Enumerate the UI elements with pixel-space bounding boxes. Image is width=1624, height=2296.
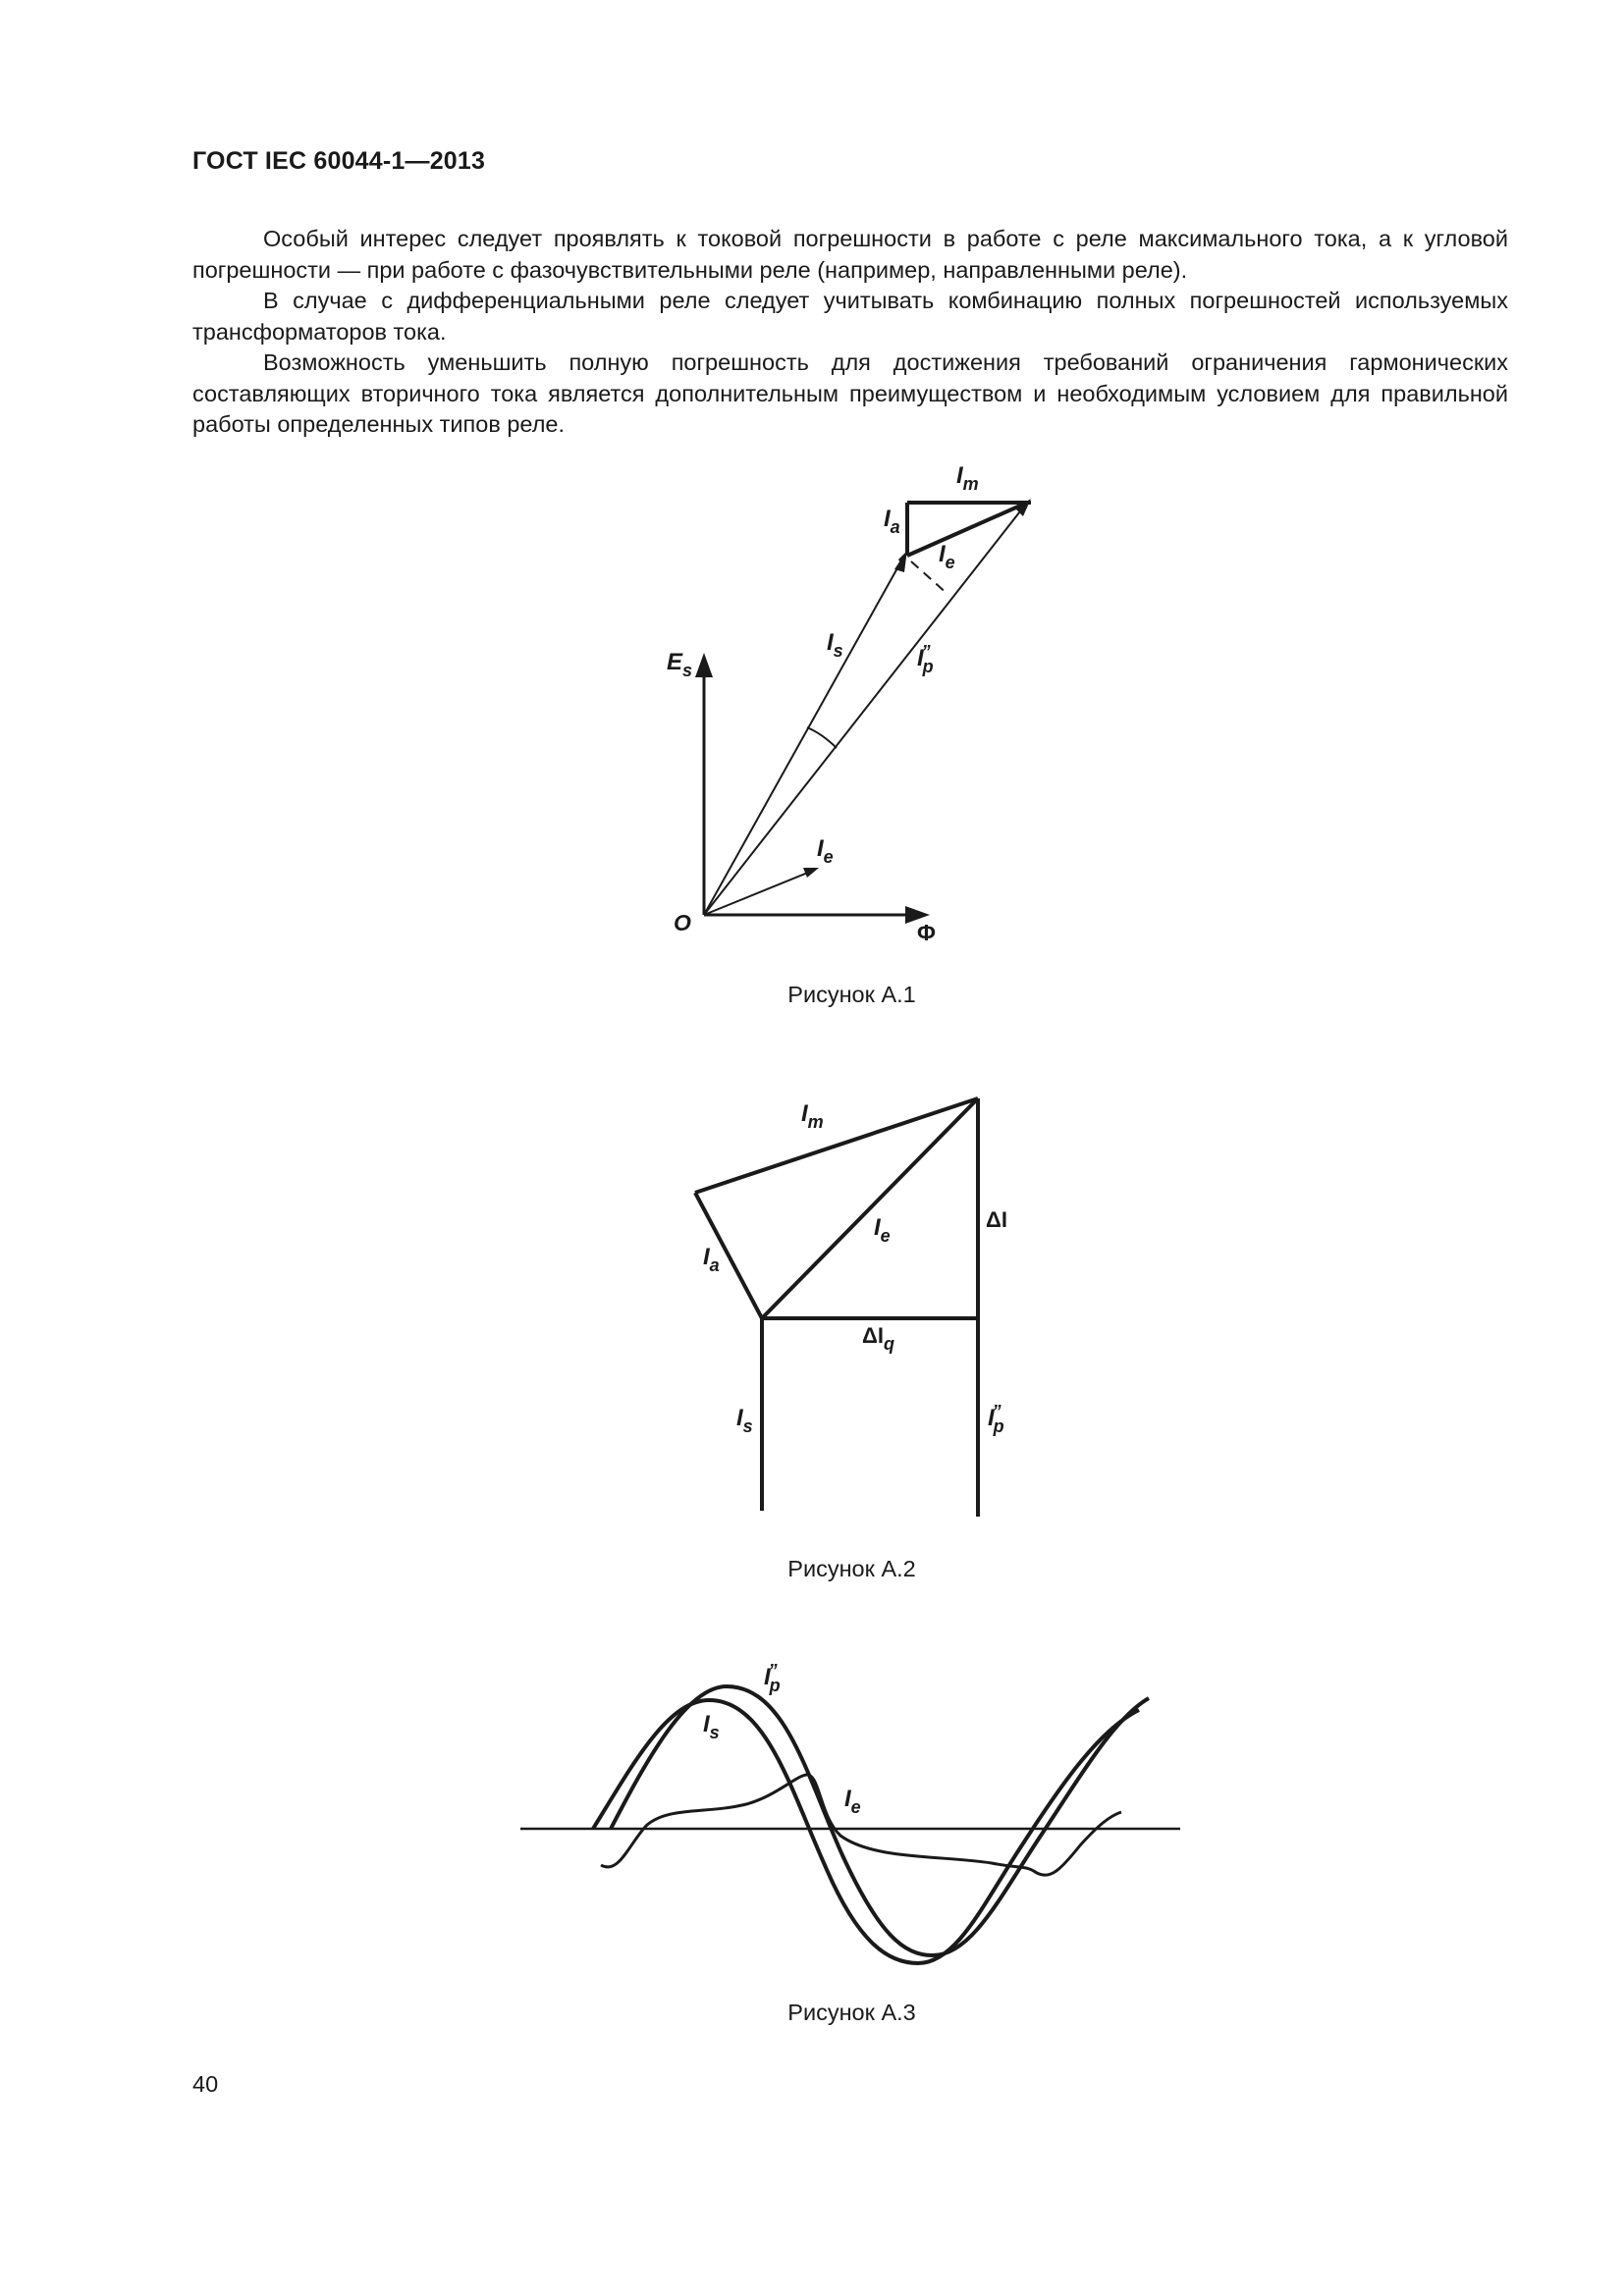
paragraph-1: Особый интерес следует проявлять к токовой погрешности в работе с реле максимального тока, а к угловой погрешности — при работе с фазочувствительными реле (например, направленными реле).	[192, 226, 1508, 283]
figure-a1-diagram	[0, 0, 1624, 1031]
fig1-label-ia: $I_a$	[884, 506, 900, 537]
fig3-label-ip: I” p	[764, 1661, 781, 1695]
fig1-label-phi: Φ	[917, 920, 936, 945]
vector-ie-low-arrowtip	[803, 868, 819, 878]
fig1-label-im: $I_m$	[956, 462, 979, 494]
fig1-label-ie-low: $I_e$	[817, 835, 834, 867]
fig3-label-is: $I_s$	[703, 1711, 720, 1742]
fig3-label-ie: $I_e$	[844, 1786, 861, 1817]
fig3-curve-ip	[611, 1686, 1149, 1955]
document-header: ГОСТ IEC 60044-1—2013	[192, 147, 486, 175]
fig3-curve-ie	[601, 1775, 1121, 1875]
fig1-label-es: $E_s$	[667, 649, 693, 680]
fig2-label-diq: $\Delta I_q$	[862, 1323, 894, 1354]
figure-a2-caption: Рисунок А.2	[787, 1556, 916, 1581]
segment-ie-top	[907, 503, 1027, 556]
figure-a2-diagram	[0, 1031, 1624, 1600]
figure-a3-caption: Рисунок А.3	[787, 2000, 916, 2025]
vector-is	[704, 558, 903, 915]
page-number: 40	[192, 2071, 219, 2097]
paragraph-2: В случае с дифференциальными реле следует учитывать комбинацию полных погрешностей используемых трансформаторов тока.	[192, 288, 1508, 345]
fig2-label-is: $I_s$	[736, 1405, 753, 1436]
fig3-curve-is	[593, 1700, 1139, 1963]
fig2-label-ie: $I_e$	[874, 1214, 891, 1246]
vector-ip	[704, 503, 1027, 915]
fig1-label-ie-top: $I_e$	[939, 541, 955, 572]
angle-arc	[807, 727, 837, 748]
figure-a3-diagram	[0, 1649, 1624, 2042]
axis-es-arrowhead	[695, 653, 713, 677]
fig1-label-origin: O	[674, 910, 691, 935]
fig2-label-ip: I” p	[988, 1402, 1004, 1436]
fig1-label-is: $I_s$	[827, 629, 843, 661]
paragraph-3: Возможность уменьшить полную погрешность для достижения требований ограничения гармонических составляющих вторичного тока является дополнительным преимуществом и необходимым условием для правильной работы определенных типов реле.	[192, 349, 1508, 437]
fig2-label-di: ΔI	[986, 1207, 1007, 1232]
fig2-line-ie	[762, 1098, 978, 1318]
fig2-label-ia: $I_a$	[703, 1244, 720, 1275]
fig2-label-im: $I_m$	[801, 1100, 824, 1132]
figure-a1-caption: Рисунок А.1	[787, 982, 916, 1007]
fig1-label-ip: I” p	[917, 642, 934, 676]
fig2-line-im	[695, 1098, 978, 1193]
